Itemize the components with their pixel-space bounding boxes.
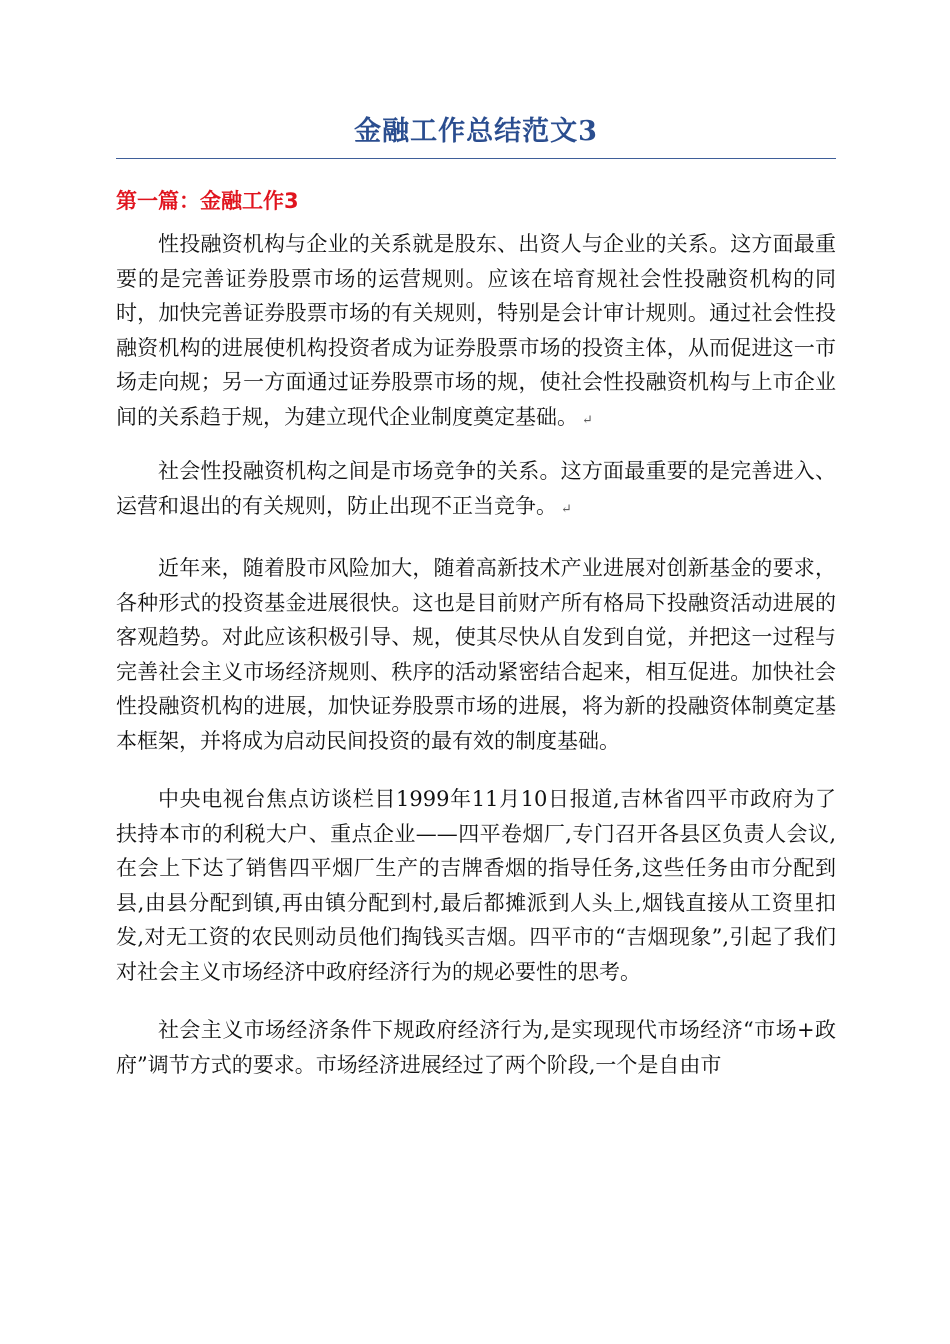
section-heading: 第一篇：金融工作3 (116, 189, 299, 213)
paragraph-2 (116, 454, 836, 527)
document-title: 金融工作总结范文3 (354, 116, 598, 147)
document-page (116, 110, 836, 1082)
paragraph-4: 中央电视台焦点访谈栏目1999年11月10日报道,吉林省四平市政府为了扶持本市的利税大户、重点企业——四平卷烟厂,专门召开各县区负责人会议,在会上下达了销售四平烟厂生产的吉牌香烟的指导任务,这些任务由市分配到县,由县分配到镇,再由镇分配到村,最后都摊派到人头上,烟钱直接从工资里扣发,对无工资的农民则动员他们掏钱买吉烟。四平市的“吉烟现象”,引起了我们对社会主义市场经济中政府经济行为的规必要性的思考。 (116, 787, 836, 984)
paragraph-1-text: 性投融资机构与企业的关系就是股东、出资人与企业的关系。这方面最重要的是完善证券股票市场的运营规则。应该在培育规社会性投融资机构的同时，加快完善证券股票市场的有关规则，特别是会计审计规则。通过社会性投融资机构的进展使机构投资者成为证券股票市场的投资主体，从而促进这一市场走向规；另一方面通过证券股票市场的规，使社会性投融资机构与上市企业间的关系趋于规，为建立现代企业制度奠定基础。 (116, 232, 836, 429)
paragraph-2-text: 社会性投融资机构之间是市场竞争的关系。这方面最重要的是完善进入、运营和退出的有关规则，防止出现不正当竞争。 (116, 459, 836, 518)
paragraph-5: 社会主义市场经济条件下规政府经济行为,是实现现代市场经济“市场+政府”调节方式的要求。市场经济进展经过了两个阶段,一个是自由市 (116, 1018, 836, 1077)
paragraph-mark-icon: ↵ (582, 412, 593, 428)
paragraph-mark-icon: ↵ (561, 501, 572, 517)
paragraph-1 (116, 227, 836, 438)
paragraph-3: 近年来，随着股市风险加大，随着高新技术产业进展对创新基金的要求，各种形式的投资基金进展很快。这也是目前财产所有格局下投融资活动进展的客观趋势。对此应该积极引导、规，使其尽快从自发到自觉，并把这一过程与完善社会主义市场经济规则、秩序的活动紧密结合起来，相互促进。加快社会性投融资机构的进展，加快证券股票市场的进展，将为新的投融资体制奠定基本框架，并将成为启动民间投资的最有效的制度基础。 (116, 556, 836, 753)
title-underline (116, 158, 836, 159)
